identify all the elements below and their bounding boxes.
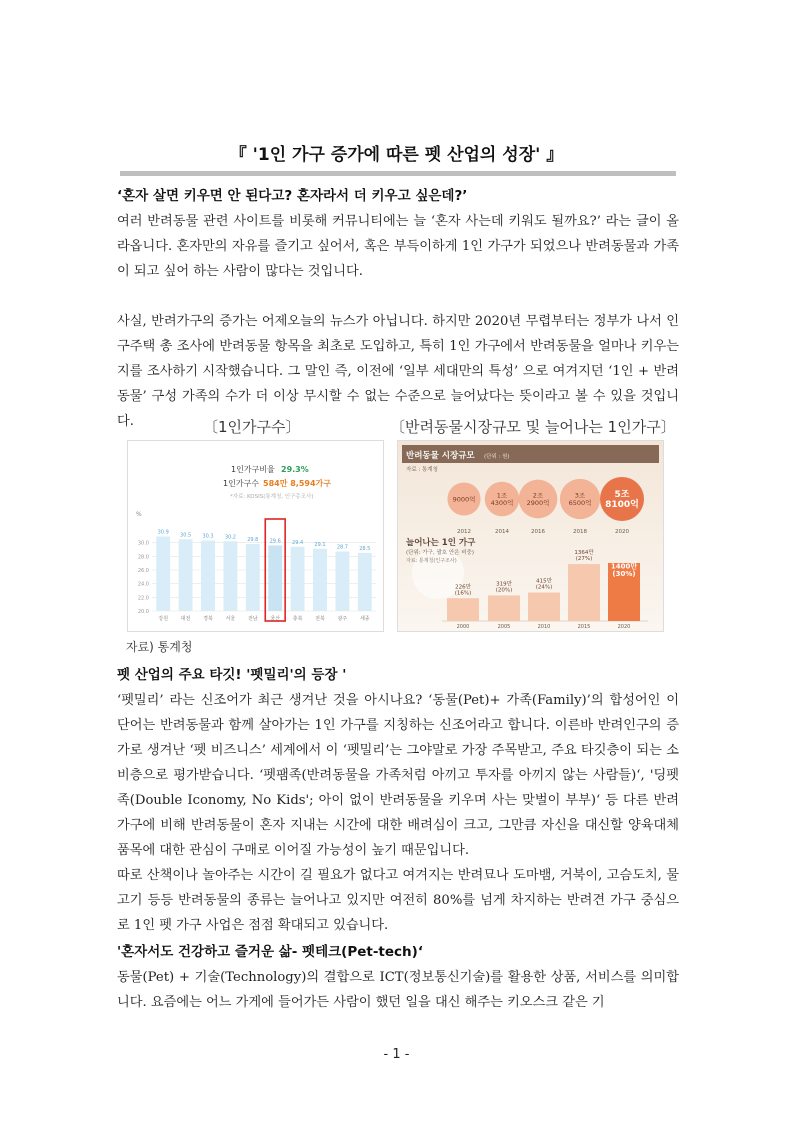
legend-count-label: 1인가구수 — [223, 479, 260, 488]
household-value-line-1-0: 319만 — [496, 581, 512, 588]
bar-label-8: 28.7 — [336, 544, 348, 551]
y-tick-2: 26.0 — [137, 568, 149, 574]
y-tick-4: 22.0 — [137, 595, 149, 602]
bar-label-7: 29.1 — [314, 541, 326, 548]
households-source: 자료: 통계청(인구조사) — [406, 558, 457, 564]
x-tick-3: 서울 — [225, 616, 236, 622]
x-tick-4: 전남 — [247, 616, 258, 622]
bar-3 — [223, 541, 237, 611]
bar-label-3: 30.2 — [224, 534, 236, 541]
y-tick-0: 30.0 — [137, 540, 149, 547]
household-year-3: 2015 — [577, 624, 591, 630]
bar-label-0: 30.9 — [157, 529, 169, 536]
chart-single-household — [127, 440, 384, 632]
household-value-4 — [611, 561, 637, 578]
household-year-4: 2020 — [617, 624, 631, 630]
household-bar-3 — [568, 564, 600, 621]
bar-9 — [358, 553, 372, 611]
bar-2 — [201, 541, 215, 611]
x-tick-2: 경북 — [203, 616, 213, 622]
petmily-paragraph-1: ‘펫밀리’ 라는 신조어가 최근 생겨난 것을 아시나요? ‘동물(Pet)+ 가족(Family)’의 합성어인 이 단어는 반려동물과 함께 살아가는 1인 가구를 지칭하는 신조어라고 합니다. 이른바 반려인구의 증가로 생겨난 ‘펫 비즈니스’ 세계에서 이 ‘펫밀리’는 그야말로 가장 주목받고, 주요 타깃층이 되는 소비층으로 평가받습니다. ‘펫팸족(반려동물을 가족처럼 아끼고 투자를 아끼지 않는 사람들)‘, '딩펫족(Double Iconomy, No Kids'; 아이 없이 반려동물을 키우며 사는 맞벌이 부부)‘ 등 다른 반려 가구에 비해 반려동물이 혼자 지내는 시간에 대한 배려심이 크고, 그만큼 자신을 대신할 양육대체품목에 대한 관심이 구매로 이어질 가능성이 높기 때문입니다. — [117, 693, 679, 858]
pettech-paragraph-1: 동물(Pet) + 기술(Technology)의 결합으로 ICT(정보통신기술)를 활용한 상품, 서비스를 의미합니다. 요즘에는 어느 가게에 들어가든 사람이 했던 일을 대신 해주는 키오스크 같은 기 — [117, 970, 679, 1010]
intro-paragraph-1: 여러 반려동물 관련 사이트를 비롯해 커뮤니티에는 늘 ‘혼자 사는데 키워도 될까요?’ 라는 글이 올라옵니다. 혼자만의 자유를 즐기고 싶어서, 혹은 부득이하게 1인 가구가 되었으나 반려동물과 가족이 되고 싶어 하는 사람이 많다는 것입니다. — [117, 214, 679, 279]
market-year-1: 2014 — [495, 529, 509, 535]
x-tick-7: 전북 — [315, 616, 325, 622]
bar-1 — [179, 539, 193, 611]
household-year-0: 2000 — [456, 624, 470, 630]
household-value-line-4-1: (30%) — [612, 570, 636, 579]
household-bar-2 — [528, 593, 560, 621]
household-value-3 — [574, 548, 594, 562]
household-value-line-3-0: 1364만 — [574, 550, 594, 557]
market-value-line-2-1: 2900억 — [526, 498, 550, 507]
x-tick-8: 광주 — [337, 616, 348, 622]
chart-single-household-svg — [128, 441, 383, 631]
x-tick-5: 울산 — [270, 616, 281, 622]
x-tick-6: 충북 — [292, 616, 303, 622]
market-year-4: 2020 — [615, 529, 629, 535]
market-value-line-1-0: 1조 — [496, 491, 508, 500]
legend-ratio-label: 1인가구비율 — [231, 465, 275, 474]
legend-ratio-value: 29.3% — [281, 465, 309, 474]
household-value-line-2-0: 415만 — [536, 578, 552, 585]
bar-label-2: 30.3 — [202, 533, 214, 540]
chart-note: *자료: KOSIS(통계청, 인구총조사) — [230, 494, 314, 500]
y-tick-3: 24.0 — [137, 581, 149, 588]
household-bar-0 — [447, 598, 479, 621]
petmily-paragraph-2: 따로 산책이나 놀아주는 시간이 길 필요가 없다고 여겨지는 반려묘나 도마뱀, 거북이, 고슴도치, 물고기 등등 반려동물의 종류는 늘어나고 있지만 여전히 80%를 넘게 차지하는 반려견 가구 중심으로 1인 펫 가구 사업은 점점 확대되고 있습니다. — [117, 868, 679, 933]
chart-pet-market-svg — [398, 441, 663, 631]
bar-5 — [268, 545, 282, 611]
household-value-line-0-1: (16%) — [454, 590, 472, 597]
bar-label-9: 28.5 — [359, 545, 371, 552]
market-year-3: 2018 — [573, 529, 587, 535]
section-heading-2: 펫 산업의 주요 타깃! '펫밀리'의 등장 ' — [117, 667, 347, 683]
bar-label-1: 30.5 — [180, 532, 192, 539]
bar-7 — [313, 549, 327, 611]
market-source: 자료 : 통계청 — [406, 467, 438, 473]
household-value-line-0-0: 226만 — [455, 584, 471, 591]
section-intro — [117, 184, 679, 434]
market-unit: (단위 : 원) — [484, 454, 510, 460]
y-tick-1: 28.0 — [137, 554, 149, 561]
market-value-line-3-1: 6500억 — [568, 498, 592, 507]
x-tick-9: 세종 — [359, 616, 370, 622]
bar-label-4: 29.8 — [247, 537, 259, 544]
market-value-line-3-0: 3조 — [574, 491, 586, 500]
section-heading-3: '혼자서도 건강하고 즐거운 삶- 펫테크(Pet-tech)‘ — [117, 944, 423, 960]
x-tick-1: 대전 — [180, 616, 191, 622]
page-number: - 1 - — [383, 1047, 410, 1062]
market-value-line-2-0: 2조 — [532, 491, 544, 500]
household-value-0 — [455, 582, 472, 596]
market-value-line-0-0: 9000억 — [452, 495, 476, 504]
intro-paragraph-2: 사실, 반려가구의 증가는 어제오늘의 뉴스가 아닙니다. 하지만 2020년 무렵부터는 정부가 나서 인구주택 총 조사에 반려동물 항목을 최초로 도입하고, 특히 1인 가구에서 반려동물을 얼마나 키우는지를 조사하기 시작했습니다. 그 말인 즉, 이전에 ‘일부 세대만의 특성’ 으로 여겨지던 ‘1인 + 반려동물’ 구성 가족의 수가 더 이상 무시할 수 없는 수준으로 늘어났다는 뜻이라고 볼 수 있을 것입니다. — [117, 314, 679, 429]
section-pettech — [117, 940, 679, 1015]
market-title: 반려동물 시장규모 — [406, 451, 475, 461]
document-title: 『 '1인 가구 증가에 따른 펫 산업의 성장' 』 — [229, 145, 564, 165]
market-value-line-4-0: 5조 — [614, 490, 630, 501]
household-bar-1 — [488, 595, 520, 621]
household-value-line-3-1: (27%) — [575, 556, 593, 563]
market-year-0: 2012 — [457, 529, 471, 535]
household-value-line-1-1: (20%) — [495, 587, 513, 594]
market-value-line-1-1: 4300억 — [490, 498, 514, 507]
market-value-line-4-1: 8100억 — [605, 500, 639, 511]
x-tick-0: 강원 — [158, 616, 169, 622]
y-unit-label: % — [136, 511, 142, 518]
section-petmily — [117, 663, 679, 938]
market-value-0 — [453, 494, 476, 503]
figure-right-caption: 〔반려동물시장규모 및 늘어나는 1인가구〕 — [390, 418, 676, 436]
bar-8 — [335, 552, 349, 611]
bar-label-6: 29.4 — [292, 539, 304, 546]
figure-source: 자료) 통계청 — [126, 640, 193, 654]
market-year-2: 2016 — [531, 529, 545, 535]
y-tick-5: 20.0 — [137, 609, 149, 615]
household-value-line-2-1: (24%) — [535, 584, 553, 591]
bar-0 — [156, 537, 170, 611]
household-value-2 — [536, 577, 553, 591]
bar-label-5: 29.6 — [269, 538, 281, 545]
section-heading-1: ‘혼자 살면 키우면 안 된다고? 혼자라서 더 키우고 싶은데?’ — [117, 188, 468, 204]
figure-left-caption: 〔1인가구수〕 — [203, 418, 301, 436]
household-value-line-4-0: 1400만 — [610, 562, 638, 571]
households-unit: (단위: 가구, 괄호 안은 비중) — [406, 550, 475, 556]
legend-count-value: 584만 8,594가구 — [263, 479, 331, 488]
household-year-1: 2005 — [497, 624, 511, 630]
households-title: 늘어나는 1인 가구 — [406, 538, 476, 548]
chart-pet-market — [397, 440, 664, 632]
household-year-2: 2010 — [537, 624, 551, 630]
bar-6 — [291, 547, 305, 611]
title-divider — [120, 171, 676, 176]
household-value-1 — [496, 580, 513, 594]
bar-4 — [246, 544, 260, 611]
